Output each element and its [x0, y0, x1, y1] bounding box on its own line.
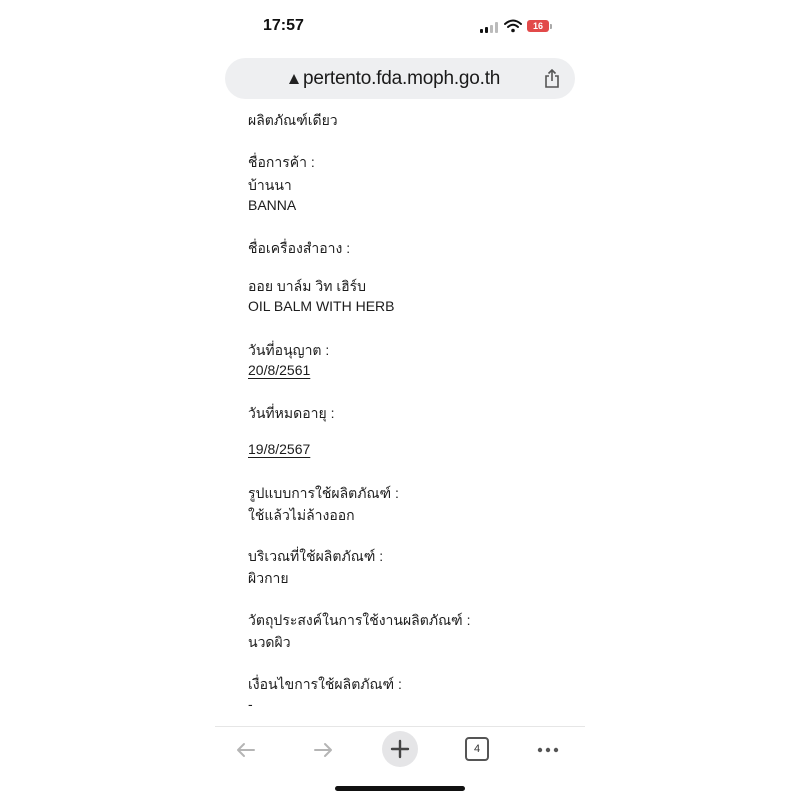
cosmetic-name-english: OIL BALM WITH HERB [248, 298, 395, 314]
conditions-label: เงื่อนไขการใช้ผลิตภัณฑ์ : [248, 676, 402, 692]
site-info-icon[interactable] [289, 74, 299, 84]
trade-name-thai: บ้านนา [248, 177, 292, 193]
page-content [215, 110, 585, 726]
expiry-date-value[interactable]: 19/8/2567 [248, 441, 311, 457]
usage-form-label: รูปแบบการใช้ผลิตภัณฑ์ : [248, 485, 399, 501]
cosmetic-name-label: ชื่อเครื่องสำอาง : [248, 240, 351, 256]
trade-name-english: BANNA [248, 197, 297, 213]
permit-date-label: วันที่อนุญาต : [248, 342, 330, 358]
arrow-right-icon[interactable] [310, 737, 336, 763]
cosmetic-name-thai: ออย บาล์ม วิท เฮิร์บ [248, 278, 367, 294]
phone-screen [215, 0, 585, 800]
status-time: 17:57 [263, 17, 304, 34]
signal-icon [480, 22, 498, 33]
home-indicator[interactable] [335, 786, 465, 791]
share-icon[interactable] [543, 69, 561, 89]
url-text[interactable]: pertento.fda.moph.go.th [303, 68, 501, 89]
plus-icon [390, 739, 410, 759]
arrow-left-icon[interactable] [233, 737, 259, 763]
permit-date-value[interactable]: 20/8/2561 [248, 362, 311, 378]
expiry-date-label: วันที่หมดอายุ : [248, 405, 335, 421]
purpose-value: นวดผิว [248, 634, 291, 650]
more-icon[interactable] [535, 737, 561, 763]
text-line: ผลิตภัณฑ์เดียว [248, 112, 338, 128]
area-value: ผิวกาย [248, 570, 289, 586]
address-bar[interactable] [225, 58, 575, 99]
battery-icon: 16 [527, 20, 549, 32]
tabs-icon[interactable]: 4 [465, 737, 489, 761]
wifi-icon [504, 19, 522, 33]
trade-name-label: ชื่อการค้า : [248, 154, 315, 170]
battery-cap [550, 24, 552, 29]
conditions-value: - [248, 696, 253, 712]
status-bar [215, 0, 585, 56]
browser-toolbar [215, 726, 585, 775]
area-label: บริเวณที่ใช้ผลิตภัณฑ์ : [248, 548, 384, 564]
new-tab-button[interactable] [382, 731, 418, 767]
purpose-label: วัตถุประสงค์ในการใช้งานผลิตภัณฑ์ : [248, 612, 471, 628]
usage-form-value: ใช้แล้วไม่ล้างออก [248, 507, 355, 523]
